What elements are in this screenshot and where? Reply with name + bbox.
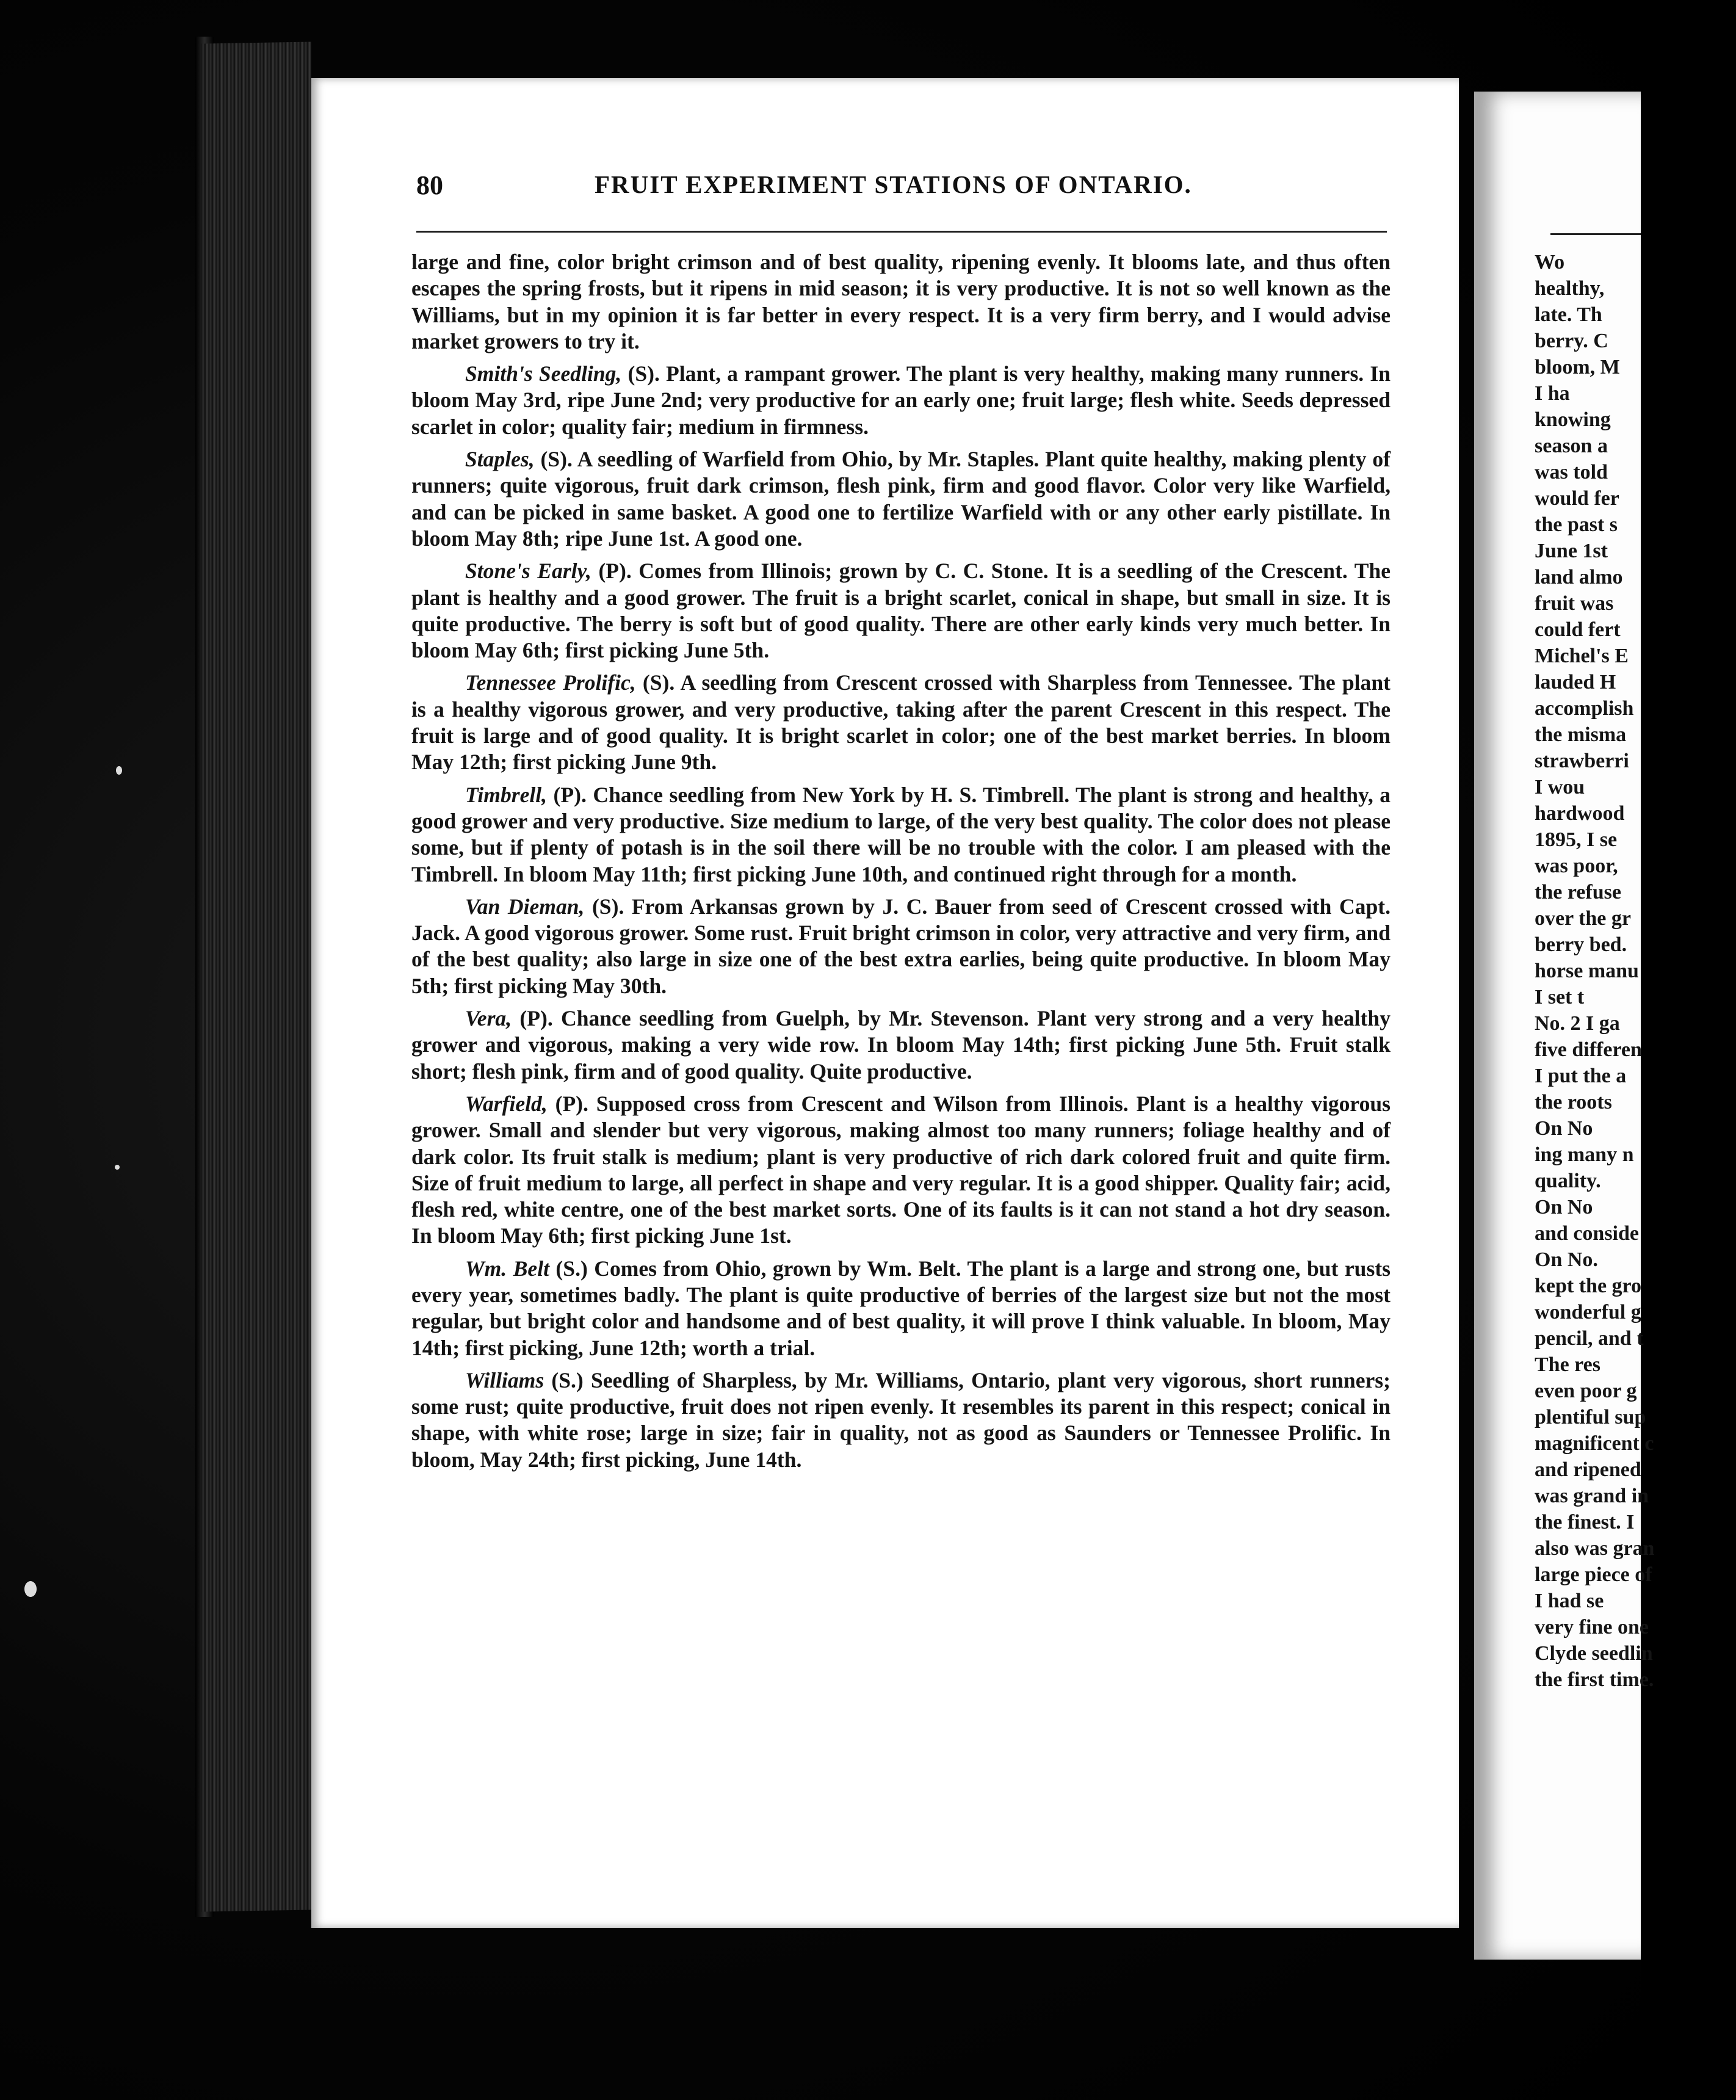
- scan-speck: [115, 1165, 120, 1170]
- page-number: 80: [416, 170, 443, 200]
- facing-line: June 1st: [1535, 540, 1608, 562]
- variety-name: Warfield,: [465, 1091, 548, 1116]
- facing-line: land almo: [1535, 566, 1623, 588]
- facing-line: plentiful sup: [1535, 1406, 1646, 1428]
- facing-line: season a: [1535, 435, 1608, 457]
- facing-line: I set t: [1535, 986, 1585, 1008]
- variety-name: Smith's Seedling,: [465, 361, 622, 386]
- facing-line: knowing: [1535, 408, 1611, 431]
- facing-line: very fine one: [1535, 1616, 1649, 1638]
- facing-line: large piece of: [1535, 1563, 1652, 1586]
- facing-line: berry bed.: [1535, 933, 1627, 956]
- facing-line: On No: [1535, 1117, 1593, 1140]
- book-page-edges: [201, 42, 311, 1911]
- facing-line: I ha: [1535, 382, 1570, 405]
- facing-page-column: [1535, 249, 1736, 1693]
- variety-name: Stone's Early,: [465, 559, 591, 584]
- facing-line: was poor,: [1535, 855, 1618, 877]
- variety-name: Tennessee Prolific,: [465, 670, 636, 695]
- variety-entries: [411, 361, 1391, 1473]
- article-body: [411, 249, 1391, 1479]
- variety-name: Williams: [465, 1367, 544, 1392]
- facing-line: On No: [1535, 1196, 1593, 1218]
- facing-line: lauded H: [1535, 671, 1616, 693]
- variety-entry: [411, 670, 1391, 775]
- facing-line: could fert: [1535, 618, 1621, 641]
- facing-line: berry. C: [1535, 330, 1608, 352]
- lead-paragraph: large and fine, color bright crimson and of best quality, ripening evenly. It blooms late, and thus often escapes the spring frosts, but it ripens in mid season; it is very productive. It is not so well known as the Williams, but in my opinion it is far better in every respect. It is a very firm berry, and I would advise market growers to try it.: [411, 250, 1391, 353]
- facing-line: and ripened: [1535, 1458, 1641, 1481]
- variety-entry: [411, 782, 1391, 888]
- variety-name: Staples,: [465, 447, 535, 472]
- facing-line: wonderful g: [1535, 1301, 1641, 1323]
- facing-line: horse manu: [1535, 960, 1639, 982]
- facing-line: the finest. I: [1535, 1511, 1635, 1533]
- facing-line: also was gran: [1535, 1537, 1655, 1560]
- variety-description: (P). Chance seedling from Guelph, by Mr. Stevenson. Plant very strong and a very healthy grower and vigorous, making a very wide row. In bloom May 14th; first picking June 5th. Fruit stalk short; flesh pink, firm and of good quality. Quite productive.: [411, 1006, 1391, 1084]
- facing-line: the misma: [1535, 723, 1627, 746]
- variety-entry: [411, 446, 1391, 552]
- facing-line: Michel's E: [1535, 645, 1629, 667]
- facing-line: bloom, M: [1535, 356, 1620, 378]
- facing-line: over the gr: [1535, 907, 1631, 930]
- facing-line: the first time.: [1535, 1668, 1654, 1691]
- facing-line: late. Th: [1535, 303, 1602, 326]
- variety-entry: [411, 1091, 1391, 1250]
- variety-description: (S.) Comes from Ohio, grown by Wm. Belt. The plant is a large and strong one, but rusts every year, sometimes badly. The plant is quite productive of berries of the largest size but not the most regular, but bright color and handsome and of best quality, it will prove I think valuable. In bloom, May 14th; first picking, June 12th; worth a trial.: [411, 1256, 1391, 1360]
- variety-description: (S). From Arkansas grown by J. C. Bauer from seed of Crescent crossed with Capt. Jack. A good vigorous grower. Some rust. Fruit bright crimson in color, very attractive and very firm, and of the best quality; also large in size one of the best extra earlies, being quite productive. In bloom May 5th; first picking May 30th.: [411, 894, 1391, 998]
- facing-header-rule: [1550, 233, 1641, 235]
- scan-speck: [116, 766, 122, 775]
- variety-name: Timbrell,: [465, 782, 548, 807]
- facing-line: pencil, and t: [1535, 1327, 1644, 1350]
- variety-entry: [411, 361, 1391, 440]
- facing-line: accomplish: [1535, 697, 1634, 720]
- variety-name: Vera,: [465, 1006, 512, 1031]
- facing-line: I wou: [1535, 776, 1585, 798]
- variety-description: (S). A seedling from Crescent crossed with Sharpless from Tennessee. The plant is a healthy vigorous grower, and very productive, taking after the parent Crescent in this respect. The fruit is large and of good quality. It is bright scarlet in color; one of the best market berries. In bloom May 12th; first picking June 9th.: [411, 670, 1391, 775]
- variety-description: (P). Chance seedling from New York by H. S. Timbrell. The plant is strong and healthy, a good grower and very productive. Size medium to large, of the very best quality. The color does not please some, but if plenty of potash is in the soil there will be no trouble with the color. I am pleased with the Timbrell. In bloom May 11th; first picking June 10th, and continued right through for a month.: [411, 782, 1391, 886]
- variety-entry: [411, 1367, 1391, 1473]
- facing-line: healthy,: [1535, 277, 1605, 300]
- facing-line: strawberri: [1535, 750, 1629, 772]
- facing-line: hardwood: [1535, 802, 1625, 825]
- facing-line: magnificent c: [1535, 1432, 1654, 1455]
- facing-line: ing many n: [1535, 1143, 1634, 1166]
- scan-speck: [24, 1581, 37, 1597]
- facing-line: The res: [1535, 1353, 1600, 1376]
- facing-line: the refuse: [1535, 881, 1621, 903]
- facing-line: Wo: [1535, 251, 1565, 273]
- page-title: FRUIT EXPERIMENT STATIONS OF ONTARIO.: [595, 170, 1192, 198]
- facing-line: was told: [1535, 461, 1608, 483]
- variety-entry: [411, 1005, 1391, 1085]
- facing-line: five differen: [1535, 1038, 1642, 1061]
- facing-line: the roots: [1535, 1091, 1612, 1113]
- facing-line: On No.: [1535, 1248, 1598, 1271]
- variety-description: (S.) Seedling of Sharpless, by Mr. Williams, Ontario, plant very vigorous, short runners; some rust; quite productive, fruit does not ripen evenly. It resembles its parent in this respect; conical in shape, with white rose; large in size; fair in quality, not as good as Saunders or Tennessee Prolific. In bloom, May 24th; first picking, June 14th.: [411, 1367, 1391, 1472]
- variety-description: (P). Supposed cross from Crescent and Wilson from Illinois. Plant is a healthy vigorous grower. Small and slender but very vigorous, making almost too many runners; foliage healthy and of dark color. Its fruit stalk is medium; plant is very productive of rich dark colored fruit and quite firm. Size of fruit medium to large, all perfect in shape and very regular. It is a good shipper. Quality fair; acid, flesh red, white centre, one of the best market sorts. One of its faults is it can not stand a hot dry season. In bloom May 6th; first picking June 1st.: [411, 1091, 1391, 1248]
- facing-line: kept the gro: [1535, 1275, 1642, 1297]
- facing-line: Clyde seedlin: [1535, 1642, 1653, 1665]
- facing-line: I put the a: [1535, 1065, 1627, 1087]
- variety-description: (S). A seedling of Warfield from Ohio, by Mr. Staples. Plant quite healthy, making plenty of runners; quite vigorous, fruit dark crimson, flesh pink, firm and good flavor. Color very like Warfield, and can be picked in same basket. A good one to fertilize Warfield with or any other early pistillate. In bloom May 8th; ripe June 1st. A good one.: [411, 447, 1391, 551]
- facing-line: fruit was: [1535, 592, 1614, 615]
- facing-line: and conside: [1535, 1222, 1639, 1245]
- variety-description: (P). Comes from Illinois; grown by C. C. Stone. It is a seedling of the Crescent. The plant is healthy and a good grower. The fruit is a bright scarlet, conical in shape, but small in size. It is quite productive. The berry is soft but of good quality. There are other early kinds very much better. In bloom May 6th; first picking June 5th.: [411, 559, 1391, 663]
- variety-entry: [411, 1256, 1391, 1361]
- running-head: [416, 170, 1387, 206]
- facing-line: No. 2 I ga: [1535, 1012, 1620, 1035]
- facing-line: I had se: [1535, 1590, 1604, 1612]
- facing-line: the past s: [1535, 513, 1618, 536]
- variety-name: Van Dieman,: [465, 894, 585, 919]
- variety-entry: [411, 558, 1391, 664]
- facing-line: even poor g: [1535, 1380, 1637, 1402]
- variety-description: (S). Plant, a rampant grower. The plant is very healthy, making many runners. In bloom May 3rd, ripe June 2nd; very productive for an early one; fruit large; flesh white. Seeds depressed scarlet in color; quality fair; medium in firmness.: [411, 361, 1391, 439]
- facing-line: 1895, I se: [1535, 828, 1618, 851]
- header-rule: [416, 231, 1387, 233]
- facing-line: was grand in: [1535, 1485, 1649, 1507]
- facing-line: would fer: [1535, 487, 1619, 510]
- variety-entry: [411, 894, 1391, 999]
- variety-name: Wm. Belt: [465, 1256, 549, 1281]
- facing-line: quality.: [1535, 1170, 1601, 1192]
